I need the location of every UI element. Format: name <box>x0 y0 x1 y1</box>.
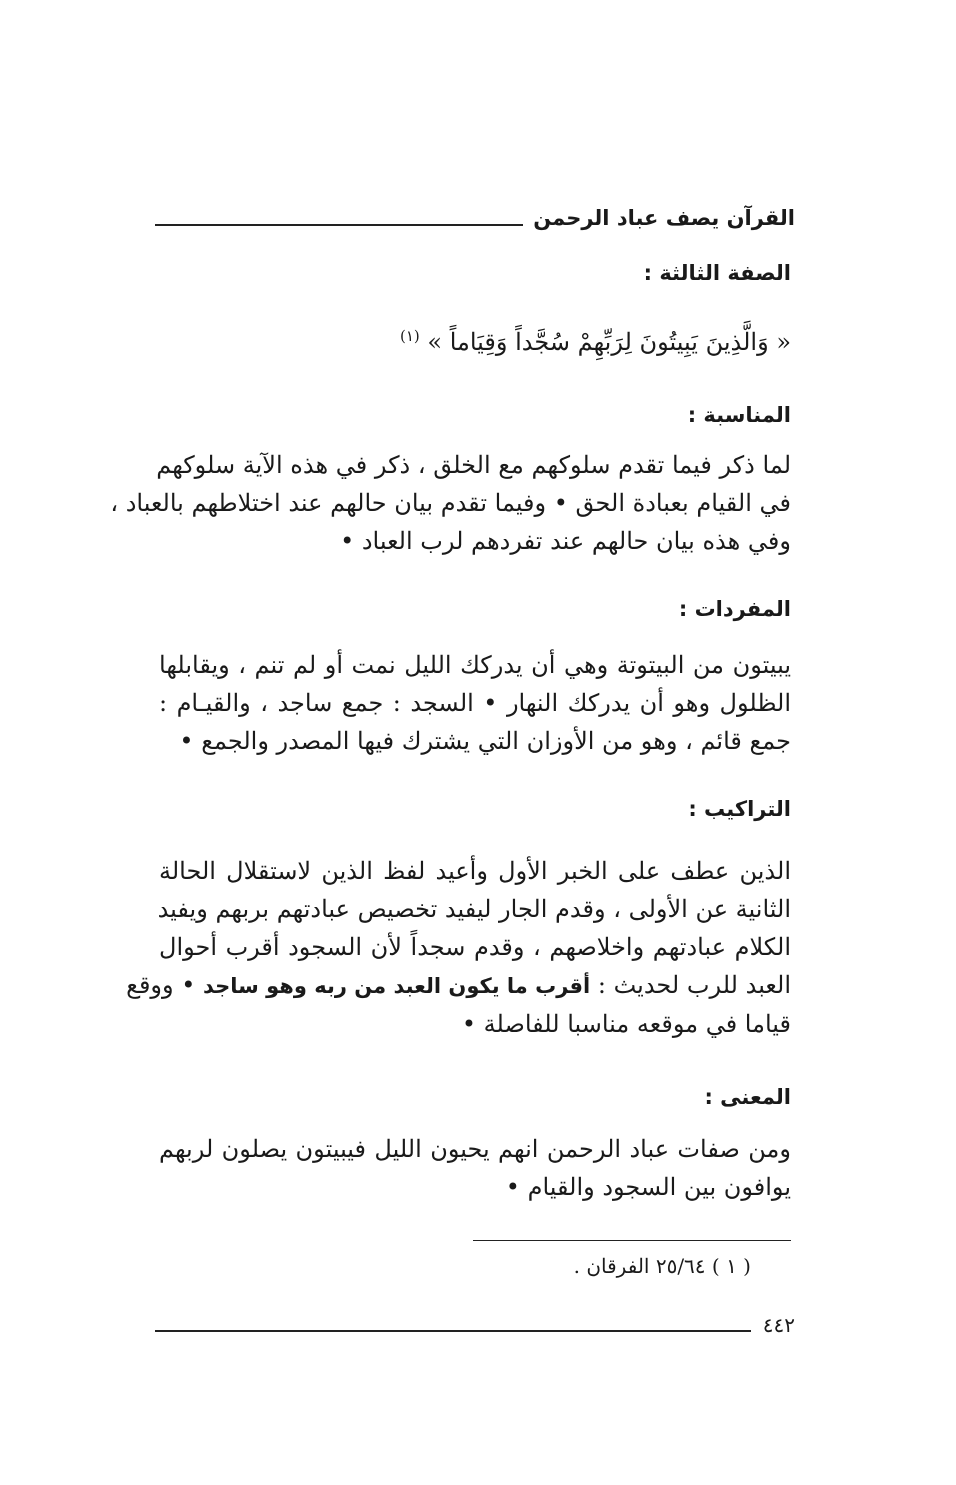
paragraph-line: يوافون بين السجود والقيام • <box>505 1173 791 1201</box>
paragraph-line: في القيام بعبادة الحق • وفيما تقدم بيان حالهم عند اختلاطهم بالعباد ، <box>110 489 791 517</box>
verse-footnote-ref: (١) <box>399 327 420 345</box>
running-header <box>155 198 795 232</box>
paragraph-line: الذين عطف على الخبر الأول وأعيد لفظ الذين لاستقلال الحالة <box>159 857 791 885</box>
paragraph-line: لما ذكر فيما تقدم سلوكهم مع الخلق ، ذكر في هذه الآية سلوكهم <box>156 451 791 479</box>
syntax-heading: التراكيب : <box>688 797 791 821</box>
verse-text: « وَالَّذِينَ يَبِيتُونَ لِرَبِّهِمْ سُجَّداً وَقِيَاماً » <box>427 328 791 356</box>
vocabulary-heading: المفردات : <box>678 597 791 621</box>
paragraph-line: جمع قائم ، وهو من الأوزان التي يشترك فيها المصدر والجمع • <box>179 727 791 755</box>
page-footer <box>155 1310 795 1338</box>
running-header-title: القرآن يصف عباد الرحمن <box>533 206 795 230</box>
page-number: ٤٤٢ <box>762 1313 795 1337</box>
meaning-paragraph <box>159 1130 791 1206</box>
footer-rule <box>155 1330 751 1332</box>
paragraph-line: الظلول وهو أن يدركك النهار • السجد : جمع ساجد ، والقيـام : <box>159 689 791 717</box>
hadith-quote: أقرب ما يكون العبد من ربه وهو ساجد <box>203 974 591 998</box>
paragraph-line: وفي هذه بيان حالهم عند تفردهم لرب العباد • <box>340 527 791 555</box>
paragraph-line: قياما في موقعه مناسبا للفاصلة • <box>461 1010 791 1038</box>
paragraph-line: ومن صفات عباد الرحمن انهم يحيون الليل فيبيتون يصلون لربهم <box>159 1135 791 1163</box>
paragraph-line: يبيتون من البيتوتة وهي أن يدركك الليل نمت أو لم تنم ، ويقابلها <box>159 651 791 679</box>
syntax-paragraph <box>126 852 791 1043</box>
paragraph-line-hadith <box>126 966 791 1005</box>
paragraph-line: الكلام عبادتهم واخلاصهم ، وقدم سجداً لأن السجود أقرب أحوال <box>159 933 791 961</box>
meaning-heading: المعنى : <box>704 1085 791 1109</box>
hadith-intro: العبد للرب لحديث : <box>597 971 791 999</box>
relevance-heading: المناسبة : <box>687 403 791 427</box>
trait-heading: الصفة الثالثة : <box>643 261 791 285</box>
vocabulary-paragraph <box>159 646 791 760</box>
header-rule <box>155 224 523 226</box>
paragraph-line: الثانية عن الأولى ، وقدم الجار ليفيد تخصيص عبادتهم بربهم ويفيد <box>157 895 791 923</box>
relevance-paragraph <box>110 446 791 560</box>
footnote: ( ١ ) ٢٥/٦٤ الفرقان . <box>573 1254 751 1278</box>
footnote-rule <box>473 1240 791 1241</box>
hadith-after: • ووقع <box>126 971 196 999</box>
quran-verse <box>161 318 791 360</box>
